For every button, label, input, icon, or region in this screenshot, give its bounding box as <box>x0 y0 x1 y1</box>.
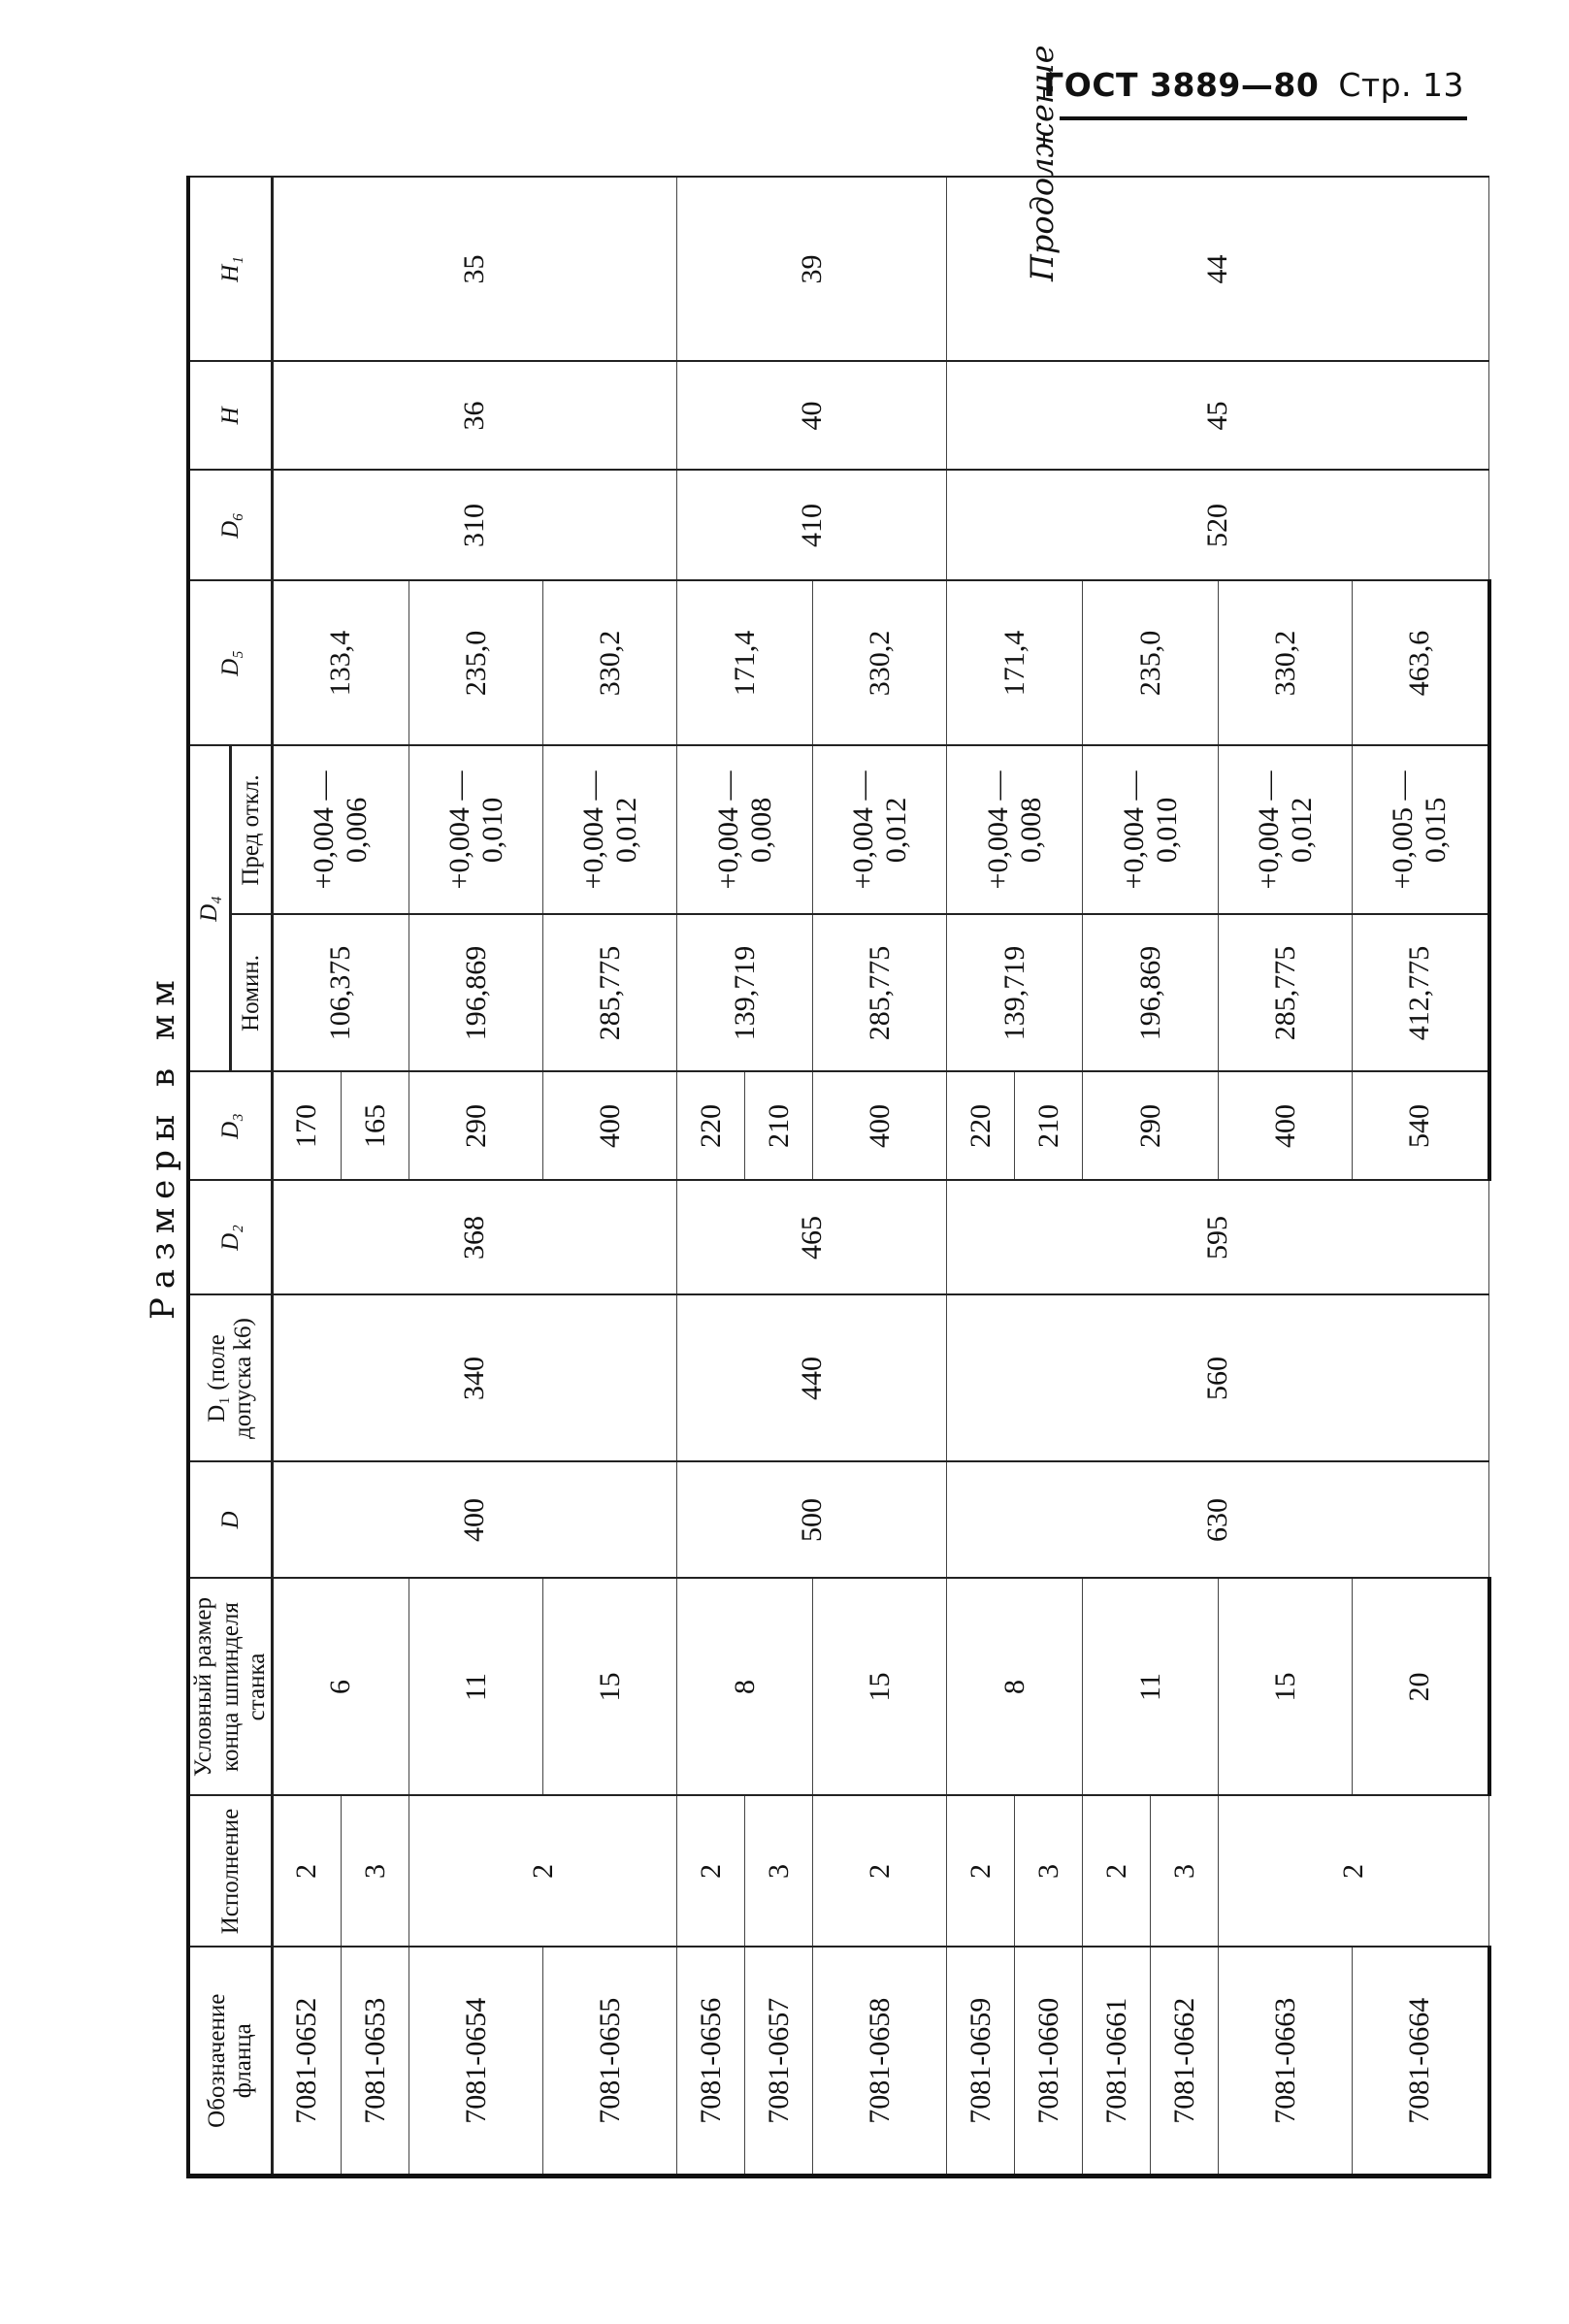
col-D5: D₅ <box>188 581 272 746</box>
cell-D3: 210 <box>1015 1072 1083 1181</box>
col-version: Исполнение <box>188 1796 272 1948</box>
cell-D3: 170 <box>272 1072 342 1181</box>
table-title: Размеры в мм <box>144 971 182 1320</box>
cell-D5: 171,4 <box>677 581 813 746</box>
cell-D4-deviation: +0,004 —0,012 <box>813 746 947 915</box>
cell-spindle: 8 <box>677 1579 813 1796</box>
cell-D3: 210 <box>745 1072 813 1181</box>
cell-D5: 330,2 <box>1219 581 1353 746</box>
col-D3: D₃ <box>188 1072 272 1181</box>
cell-H1: 39 <box>677 178 947 362</box>
cell-D5: 171,4 <box>947 581 1083 746</box>
cell-version: 2 <box>409 1796 677 1948</box>
cell-D6: 410 <box>677 471 947 581</box>
col-D4: D₄ <box>188 746 230 1072</box>
cell-D5: 133,4 <box>272 581 409 746</box>
cell-D5: 463,6 <box>1353 581 1489 746</box>
cell-designation: 7081-0661 <box>1083 1948 1151 2177</box>
cell-designation: 7081-0654 <box>409 1948 543 2177</box>
cell-designation: 7081-0664 <box>1353 1948 1489 2177</box>
cell-version: 2 <box>947 1796 1015 1948</box>
header-rule <box>1060 116 1467 120</box>
cell-D3: 400 <box>1219 1072 1353 1181</box>
col-spindle-size: Условный размер конца шпинделя станка <box>188 1579 272 1796</box>
cell-designation: 7081-0662 <box>1151 1948 1219 2177</box>
cell-version: 2 <box>677 1796 745 1948</box>
col-H1: H₁ <box>188 178 272 362</box>
cell-D4-nominal: 106,375 <box>272 915 409 1072</box>
cell-D1: 340 <box>272 1295 677 1462</box>
page-number: Стр. 13 <box>1338 66 1464 104</box>
cell-D4-deviation: +0,005 —0,015 <box>1353 746 1489 915</box>
cell-designation: 7081-0657 <box>745 1948 813 2177</box>
cell-D4-nominal: 412,775 <box>1353 915 1489 1072</box>
cell-D4-deviation: +0,004 —0,006 <box>272 746 409 915</box>
dimensions-table <box>186 177 1491 2179</box>
cell-D2: 465 <box>677 1181 947 1295</box>
cell-designation: 7081-0655 <box>543 1948 677 2177</box>
cell-version: 3 <box>745 1796 813 1948</box>
cell-designation: 7081-0656 <box>677 1948 745 2177</box>
page-header <box>1043 66 1464 104</box>
cell-D4-deviation: +0,004 —0,012 <box>1219 746 1353 915</box>
cell-D6: 520 <box>947 471 1489 581</box>
cell-D2: 595 <box>947 1181 1489 1295</box>
cell-designation: 7081-0652 <box>272 1948 342 2177</box>
cell-H1: 44 <box>947 178 1489 362</box>
cell-D: 400 <box>272 1462 677 1579</box>
col-D4-deviation: Пред откл. <box>230 746 272 915</box>
cell-version: 3 <box>1151 1796 1219 1948</box>
table-row <box>947 178 1015 2177</box>
cell-D4-deviation: +0,004 —0,012 <box>543 746 677 915</box>
cell-H1: 35 <box>272 178 677 362</box>
cell-D4-deviation: +0,004 —0,010 <box>409 746 543 915</box>
cell-D5: 235,0 <box>1083 581 1219 746</box>
cell-D3: 540 <box>1353 1072 1489 1181</box>
cell-spindle: 11 <box>1083 1579 1219 1796</box>
cell-version: 3 <box>342 1796 409 1948</box>
col-D1: D₁ (поле допуска k6) <box>188 1295 272 1462</box>
cell-D1: 560 <box>947 1295 1489 1462</box>
cell-D: 630 <box>947 1462 1489 1579</box>
cell-spindle: 15 <box>813 1579 947 1796</box>
col-H: H <box>188 362 272 471</box>
cell-D1: 440 <box>677 1295 947 1462</box>
cell-version: 2 <box>272 1796 342 1948</box>
continuation-label: Продолжение <box>1024 45 1061 281</box>
cell-spindle: 11 <box>409 1579 543 1796</box>
cell-D3: 290 <box>1083 1072 1219 1181</box>
col-designation: Обозначение фланца <box>188 1948 272 2177</box>
cell-version: 3 <box>1015 1796 1083 1948</box>
cell-spindle: 15 <box>543 1579 677 1796</box>
cell-D3: 165 <box>342 1072 409 1181</box>
cell-version: 2 <box>1083 1796 1151 1948</box>
cell-D4-deviation: +0,004 —0,008 <box>677 746 813 915</box>
cell-version: 2 <box>813 1796 947 1948</box>
cell-D: 500 <box>677 1462 947 1579</box>
cell-D3: 400 <box>813 1072 947 1181</box>
cell-spindle: 8 <box>947 1579 1083 1796</box>
cell-designation: 7081-0659 <box>947 1948 1015 2177</box>
cell-designation: 7081-0653 <box>342 1948 409 2177</box>
col-D6: D₆ <box>188 471 272 581</box>
cell-D2: 368 <box>272 1181 677 1295</box>
cell-H: 36 <box>272 362 677 471</box>
cell-D3: 220 <box>677 1072 745 1181</box>
cell-D3: 400 <box>543 1072 677 1181</box>
cell-D4-nominal: 139,719 <box>677 915 813 1072</box>
cell-D3: 290 <box>409 1072 543 1181</box>
cell-spindle: 15 <box>1219 1579 1353 1796</box>
cell-spindle: 20 <box>1353 1579 1489 1796</box>
cell-H: 40 <box>677 362 947 471</box>
col-D2: D₂ <box>188 1181 272 1295</box>
cell-D4-nominal: 285,775 <box>543 915 677 1072</box>
dimensions-table-wrapper <box>186 180 1467 2178</box>
cell-D3: 220 <box>947 1072 1015 1181</box>
cell-D5: 235,0 <box>409 581 543 746</box>
cell-D4-nominal: 196,869 <box>1083 915 1219 1072</box>
col-D4-nominal: Номин. <box>230 915 272 1072</box>
cell-D4-deviation: +0,004 —0,008 <box>947 746 1083 915</box>
cell-D4-nominal: 139,719 <box>947 915 1083 1072</box>
cell-D6: 310 <box>272 471 677 581</box>
cell-designation: 7081-0663 <box>1219 1948 1353 2177</box>
cell-D4-nominal: 285,775 <box>813 915 947 1072</box>
standard-number: ГОСТ 3889—80 <box>1043 66 1320 104</box>
cell-D4-nominal: 285,775 <box>1219 915 1353 1072</box>
cell-designation: 7081-0658 <box>813 1948 947 2177</box>
cell-D5: 330,2 <box>813 581 947 746</box>
table-row <box>677 178 745 2177</box>
table-row <box>272 178 342 2177</box>
col-D: D <box>188 1462 272 1579</box>
cell-designation: 7081-0660 <box>1015 1948 1083 2177</box>
cell-D5: 330,2 <box>543 581 677 746</box>
cell-H: 45 <box>947 362 1489 471</box>
cell-version: 2 <box>1219 1796 1489 1948</box>
cell-D4-deviation: +0,004 —0,010 <box>1083 746 1219 915</box>
cell-spindle: 6 <box>272 1579 409 1796</box>
cell-D4-nominal: 196,869 <box>409 915 543 1072</box>
